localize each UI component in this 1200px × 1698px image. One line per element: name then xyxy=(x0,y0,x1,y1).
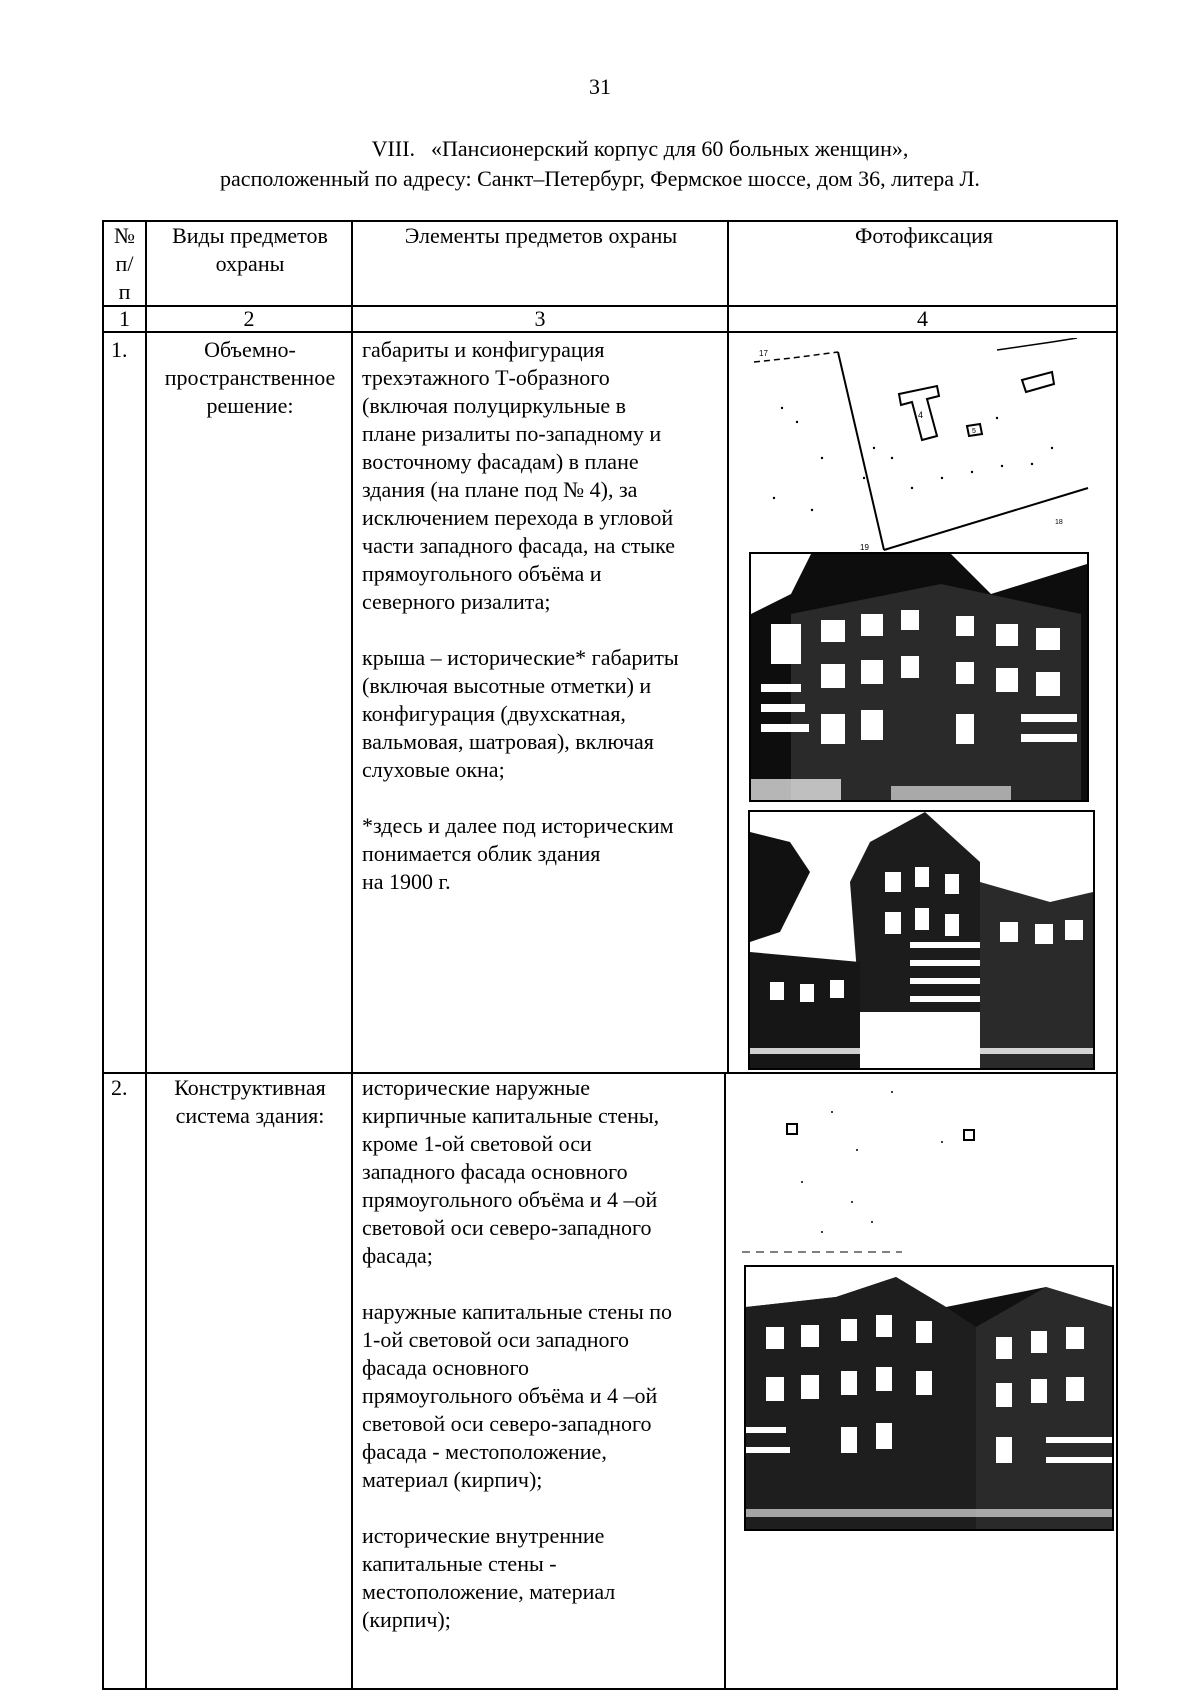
row2-elements xyxy=(362,1074,722,1662)
column-divider-3-row1 xyxy=(727,220,729,1072)
floor-plan-image xyxy=(742,1082,1102,1262)
section-number: VIII. xyxy=(371,136,416,161)
section-title xyxy=(0,134,1200,194)
plan-label: 17 xyxy=(759,349,768,358)
floor-plan-drawing xyxy=(742,1082,1102,1262)
row1-paragraph: габариты и конфигурация трехэтажного Т-образного (включая полуциркульные в плане ризалиты по-западному и восточному фасадам) в плане здания (на плане под № 4), за исключением перехода в угловой части западного фасада, на стыке прямоугольного объёма и северного ризалита; xyxy=(362,337,676,614)
plan-label: 19 xyxy=(860,543,869,552)
row2-paragraph: исторические внутренние капитальные стены - местоположение, материал (кирпич); xyxy=(362,1523,616,1632)
courtyard-photo-drawing xyxy=(751,554,1087,800)
column-number-1: 1 xyxy=(119,306,130,331)
row1-type: Объемно-пространственное решение: xyxy=(164,337,336,418)
section-title-line2: расположенный по адресу: Санкт–Петербург, Фермское шоссе, дом 36, литера Л. xyxy=(220,166,980,191)
site-plan-drawing xyxy=(752,338,1090,556)
exterior-photo-drawing xyxy=(746,1267,1112,1529)
table-left-border xyxy=(102,220,104,1690)
facade-photo-drawing xyxy=(750,812,1093,1068)
building-photo-exterior xyxy=(744,1265,1114,1531)
row2-number: 2. xyxy=(111,1075,128,1100)
column-divider-2 xyxy=(351,220,353,1690)
column-number-3: 3 xyxy=(534,306,546,331)
row2-paragraph: исторические наружные кирпичные капитальные стены, кроме 1-ой световой оси западного фасада основного прямоугольного объёма и 4 –ой световой оси северо-западного фасада; xyxy=(362,1075,660,1268)
header-number: № п/ п xyxy=(114,223,135,304)
section-title-line1: «Пансионерский корпус для 60 больных женщин», xyxy=(431,136,909,161)
column-number-4: 4 xyxy=(917,306,928,331)
header-elements: Элементы предметов охраны xyxy=(404,223,678,248)
column-number-2: 2 xyxy=(243,306,255,331)
row1-paragraph: *здесь и далее под историческим понимается облик здания на 1900 г. xyxy=(362,813,674,894)
site-plan-image xyxy=(752,338,1090,556)
header-types: Виды предметов охраны xyxy=(172,223,328,276)
plan-label: 5 xyxy=(972,428,976,435)
plan-label: 18 xyxy=(1055,519,1063,526)
plan-label: 4 xyxy=(918,410,924,420)
column-divider-1 xyxy=(145,220,147,1690)
table-right-border xyxy=(1116,220,1118,1690)
building-photo-courtyard xyxy=(749,552,1089,802)
column-divider-3-row2 xyxy=(724,1072,726,1690)
row2-paragraph: наружные капитальные стены по 1-ой световой оси западного фасада основного прямоугольного объёма и 4 –ой световой оси северо-западного фасада - местоположение, материал (кирпич); xyxy=(362,1299,672,1492)
table-bottom-border xyxy=(102,1688,1118,1690)
building-photo-facade xyxy=(748,810,1095,1070)
header-photo: Фотофиксация xyxy=(854,223,994,248)
page-number: 31 xyxy=(589,74,611,99)
row1-elements xyxy=(362,336,722,924)
row1-number: 1. xyxy=(111,337,128,362)
row1-paragraph: крыша – исторические* габариты (включая высотные отметки) и конфигурация (двухскатная, вальмовая, шатровая), включая слуховые окна; xyxy=(362,645,679,782)
row2-type: Конструктивная система здания: xyxy=(174,1075,326,1128)
